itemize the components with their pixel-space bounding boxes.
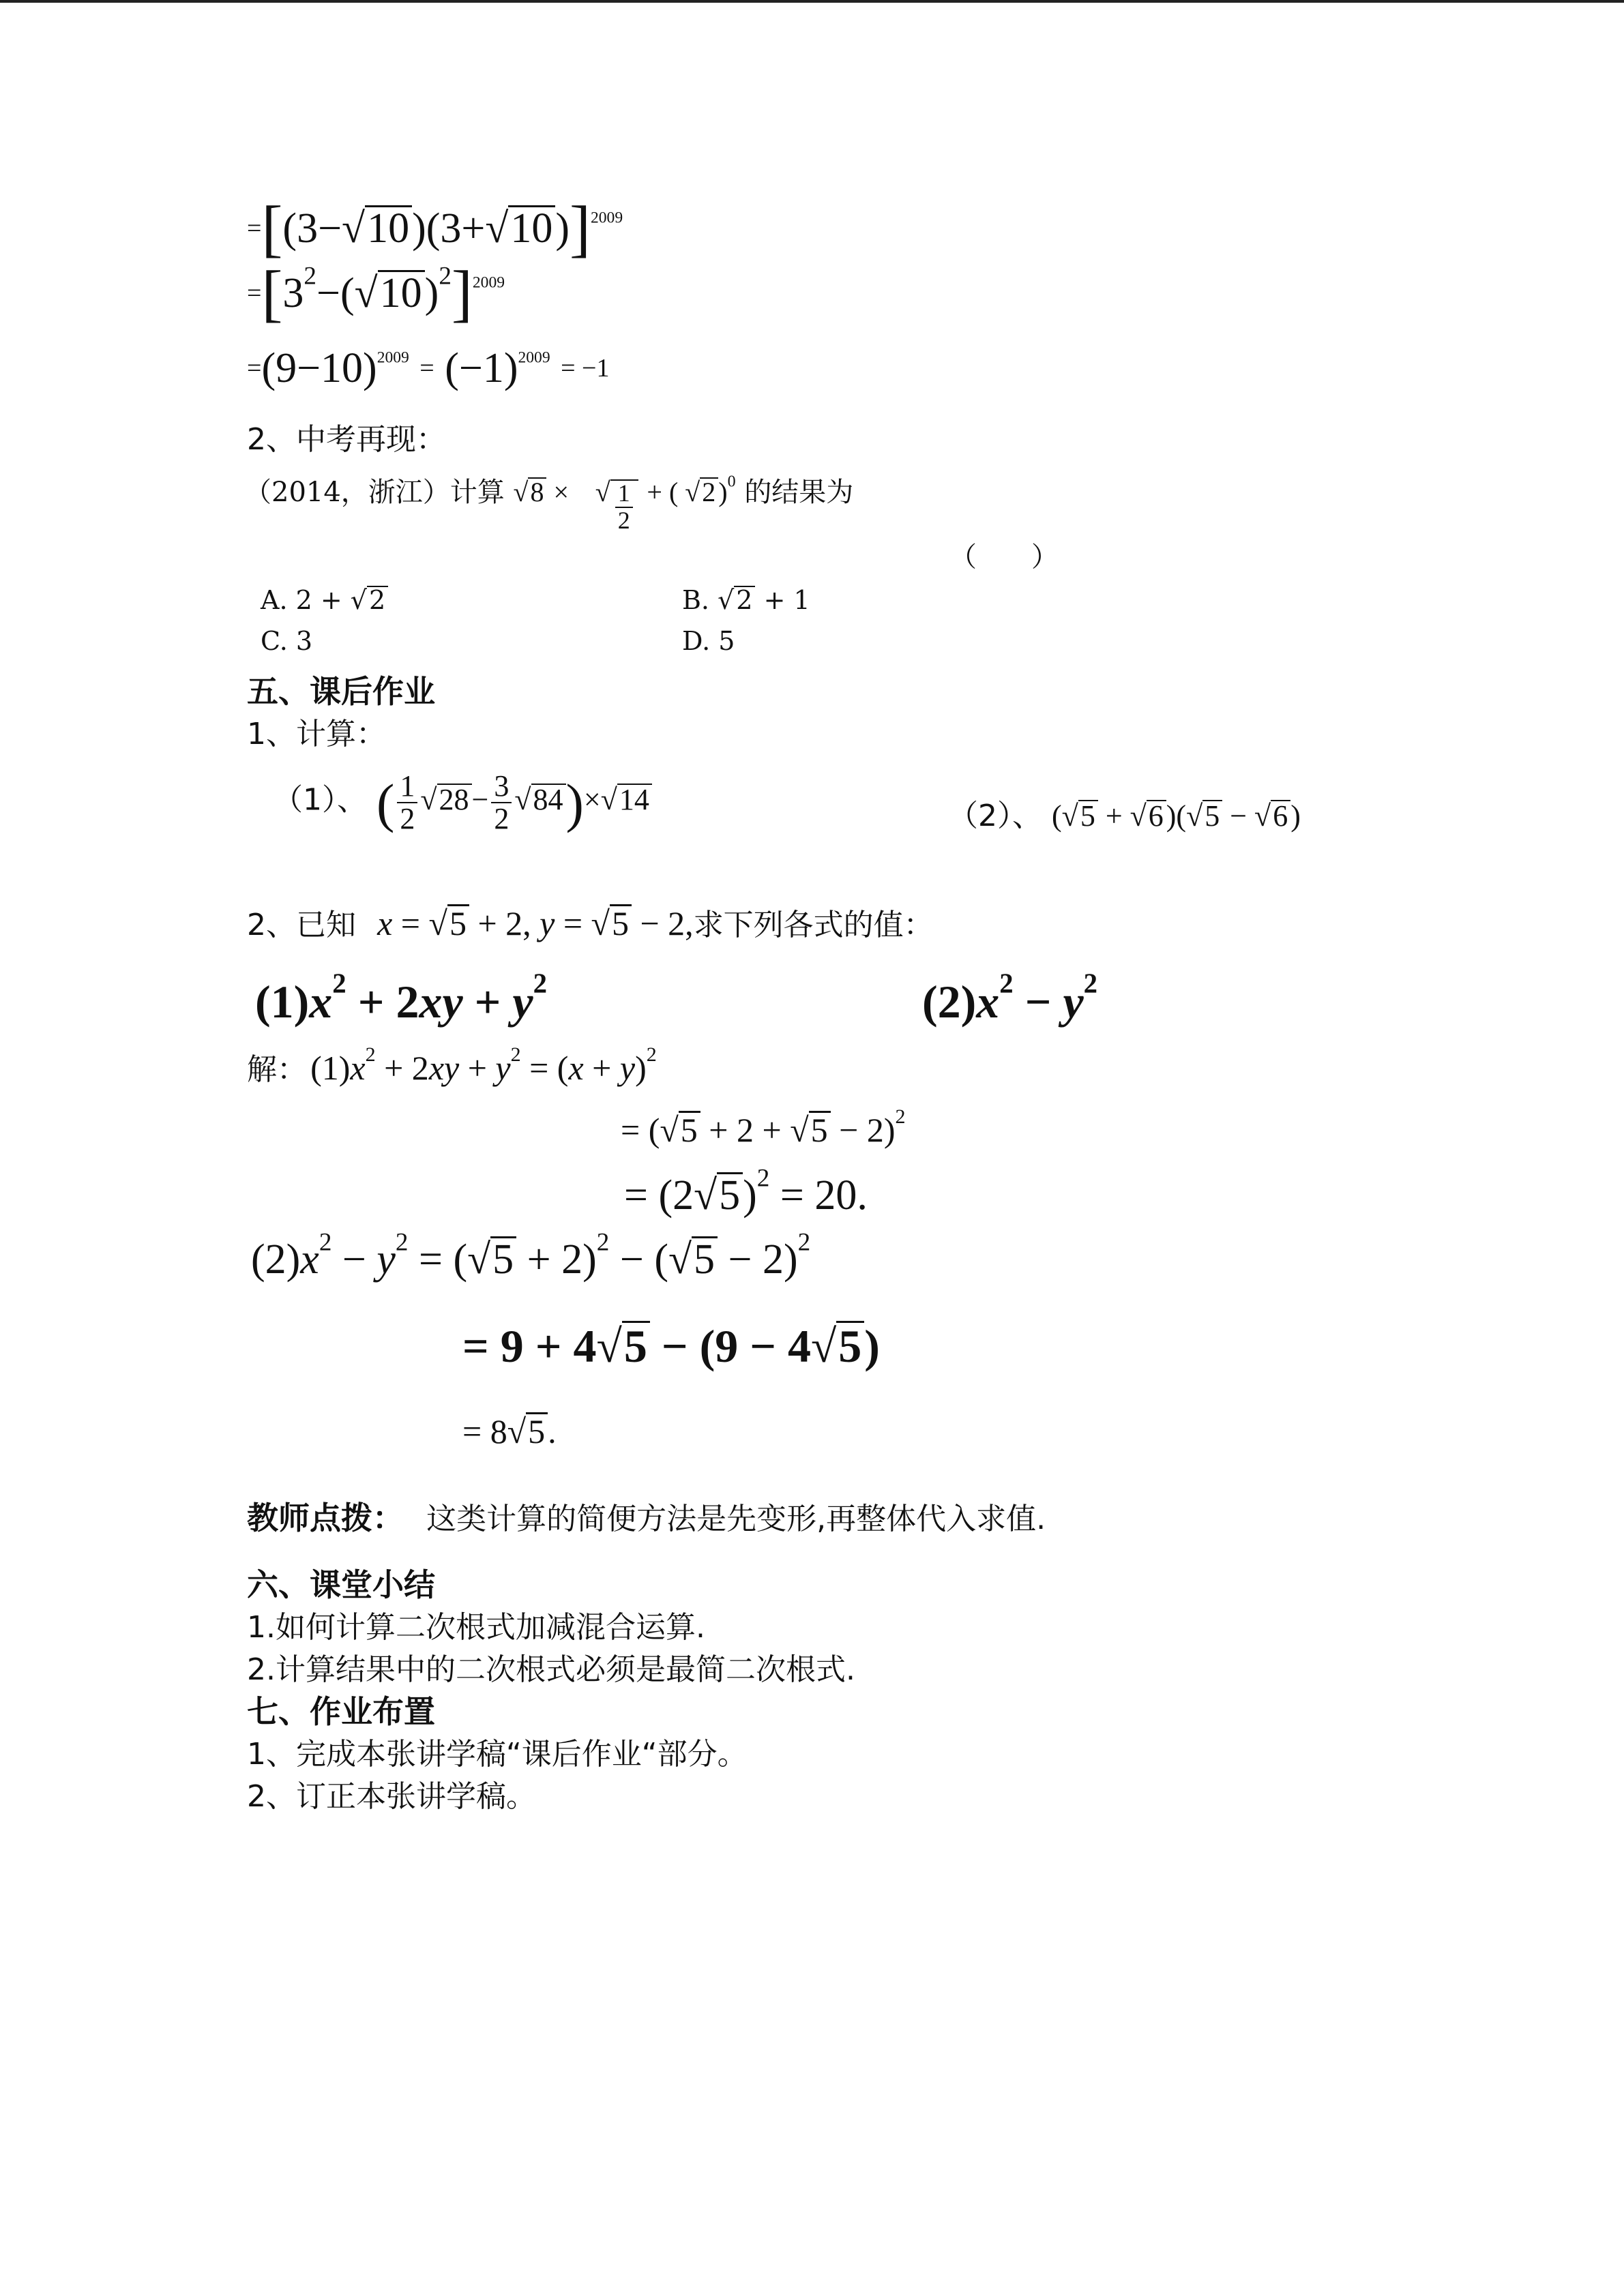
exam-question-lead: （2014，浙江）计算 (244, 477, 505, 508)
summary-item-2: 2.计算结果中的二次根式必须是最简二次根式. (247, 1652, 855, 1687)
teacher-tip-text: 这类计算的简便方法是先变形,再整体代入求值. (426, 1502, 1046, 1536)
assignment-item-2: 2、订正本张讲学稿。 (247, 1779, 536, 1814)
homework-q1-part1: （1）、 ( $\frac{1}{2}$ √28− $\frac{3}{2}$ √84)×√14 (273, 771, 652, 835)
exam-question-tail: 的结果为 (744, 477, 854, 508)
option-b[interactable]: B. √2 + 1 (682, 585, 810, 615)
assignment-item-1: 1、完成本张讲学稿“课后作业“部分。 (247, 1737, 748, 1772)
exam-question: （2014，浙江）计算 √8 × √ $\frac{1}{2}$ + ( √2 )$^0$ 的结果为 (244, 473, 854, 534)
solution-line-1: 解： $(1)x^2 + 2xy + y^2 = (x + y)^2$ (247, 1043, 657, 1087)
page-top-border (0, 0, 1624, 3)
derivation-line-2: $=[3^2-(√10)^2]^{2009}$ (247, 258, 505, 329)
answer-blank: （ ） (949, 541, 1059, 573)
derivation-line-1: $=[(3-√10)(3+√10)]^{2009}$ (247, 194, 623, 265)
homework-q2-part2: $(2)x^2 - y^2$ (922, 968, 1098, 1028)
solution-line-3: = $(2√5)^2 = 20$. (624, 1164, 868, 1219)
option-a[interactable]: A. 2 + √2 (261, 585, 388, 615)
homework-q1-part2: （2）、 (√5 + √6)(√5 − √6) (948, 799, 1301, 833)
summary-item-1: 1.如何计算二次根式加减混合运算. (247, 1610, 705, 1645)
option-c[interactable]: C. 3 (261, 626, 313, 656)
solution-line-5: = 9 + 4√5 − (9 − 4√5) (462, 1320, 880, 1372)
homework-q2: 2、已知 x = √5 + 2, y = √5 − 2,求下列各式的值： (247, 904, 934, 942)
solution-line-4: $(2)x^2 - y^2 = (√5 + 2)^2 - (√5 - 2)^2$ (251, 1228, 811, 1283)
option-d[interactable]: D. 5 (682, 626, 735, 656)
section-assignment-title: 七、作业布置 (247, 1693, 435, 1730)
homework-q2-part1: $(1)x^2 + 2xy + y^2$ (255, 968, 547, 1028)
section-homework-title: 五、课后作业 (247, 673, 435, 710)
teacher-tip-label: 教师点拨： (247, 1500, 404, 1536)
solution-line-2: = $(√5 + 2 + √5 - 2)^2$ (621, 1105, 906, 1149)
homework-q1-label: 1、计算： (247, 717, 386, 751)
section-summary-title: 六、课堂小结 (247, 1566, 435, 1603)
section-exam-heading: 2、中考再现： (247, 422, 446, 457)
derivation-line-3: $=(9-10)^{2009} = (-1)^{2009} = -1$ (247, 345, 610, 391)
solution-line-6: = 8√5. (462, 1412, 557, 1450)
teacher-tip (247, 1493, 1046, 1538)
